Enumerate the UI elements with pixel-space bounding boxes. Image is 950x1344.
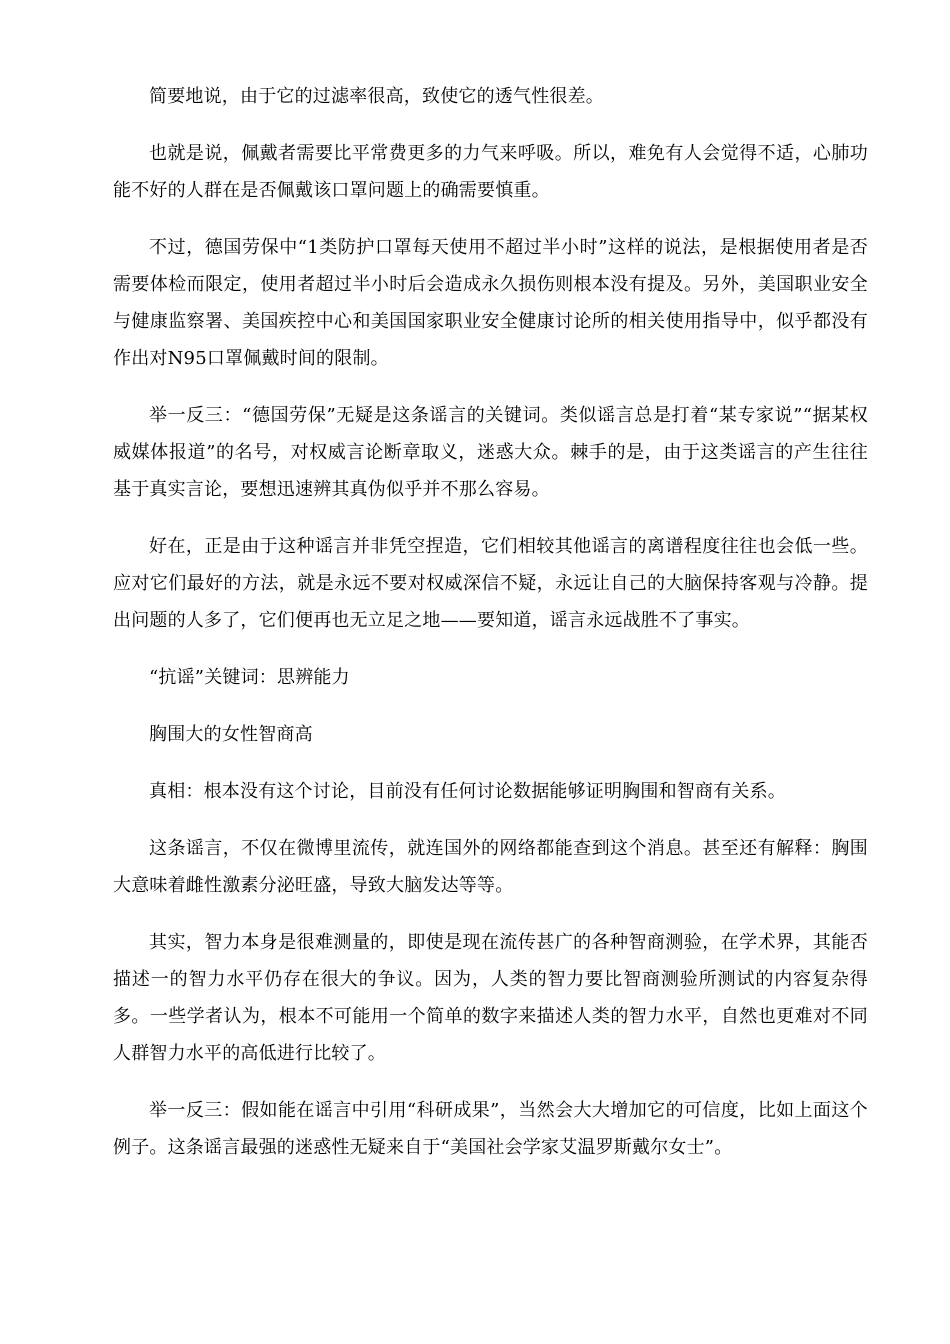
paragraph-intelligence: 其实，智力本身是很难测量的，即使是现在流传甚广的各种智商测验，在学术界，其能否描述一的智力水平仍存在很大的争议。因为，人类的智力要比智商测验所测试的内容复杂得多。一些学者认为，根本不可能用一个简单的数字来描述人类的智力水平，自然也更难对不同人群智力水平的高低进行比较了。 [113,932,868,1064]
paragraph-coping-method: 好在，正是由于这种谣言并非凭空捏造，它们相较其他谣言的离谱程度往往也会低一些。应对它们最好的方法，就是永远不要对权威深信不疑，永远让自己的大脑保持客观与冷静。提出问题的人多了，它们便再也无立足之地——要知道，谣言永远战胜不了事实。 [113,536,868,631]
paragraph-rumor-spread: 这条谣言，不仅在微博里流传，就连国外的网络都能查到这个消息。甚至还有解释：胸围大意味着雌性激素分泌旺盛，导致大脑发达等等。 [113,838,868,896]
paragraph-inference-authority: 举一反三：“德国劳保”无疑是这条谣言的关键词。类似谣言总是打着“某专家说”“据某权威媒体报道”的名号，对权威言论断章取义，迷惑大众。棘手的是，由于这类谣言的产生往往基于真实言论，要想迅速辨其真伪似乎并不那么容易。 [113,405,868,500]
paragraph-filter-rate: 简要地说，由于它的过滤率很高，致使它的透气性很差。 [149,86,604,107]
rumor-title: 胸围大的女性智商高 [149,724,313,745]
paragraph-inference-research: 举一反三：假如能在谣言中引用“科研成果”，当然会大大增加它的可信度，比如上面这个例子。这条谣言最强的迷惑性无疑来自于“美国社会学家艾温罗斯戴尔女士”。 [113,1100,868,1158]
section-keyword-heading: “抗谣”关键词：思辨能力 [149,667,350,688]
paragraph-truth: 真相：根本没有这个讨论，目前没有任何讨论数据能够证明胸围和智商有关系。 [149,781,786,802]
paragraph-breathing: 也就是说，佩戴者需要比平常费更多的力气来呼吸。所以，难免有人会觉得不适，心肺功能不好的人群在是否佩戴该口罩问题上的确需要慎重。 [113,143,868,201]
paragraph-german-standard: 不过，德国劳保中“1类防护口罩每天使用不超过半小时”这样的说法，是根据使用者是否需要体检而限定，使用者超过半小时后会造成永久损伤则根本没有提及。另外，美国职业安全与健康监察署、美国疾控中心和美国国家职业安全健康讨论所的相关使用指导中，似乎都没有作出对N95口罩佩戴时间的限制。 [113,237,868,369]
